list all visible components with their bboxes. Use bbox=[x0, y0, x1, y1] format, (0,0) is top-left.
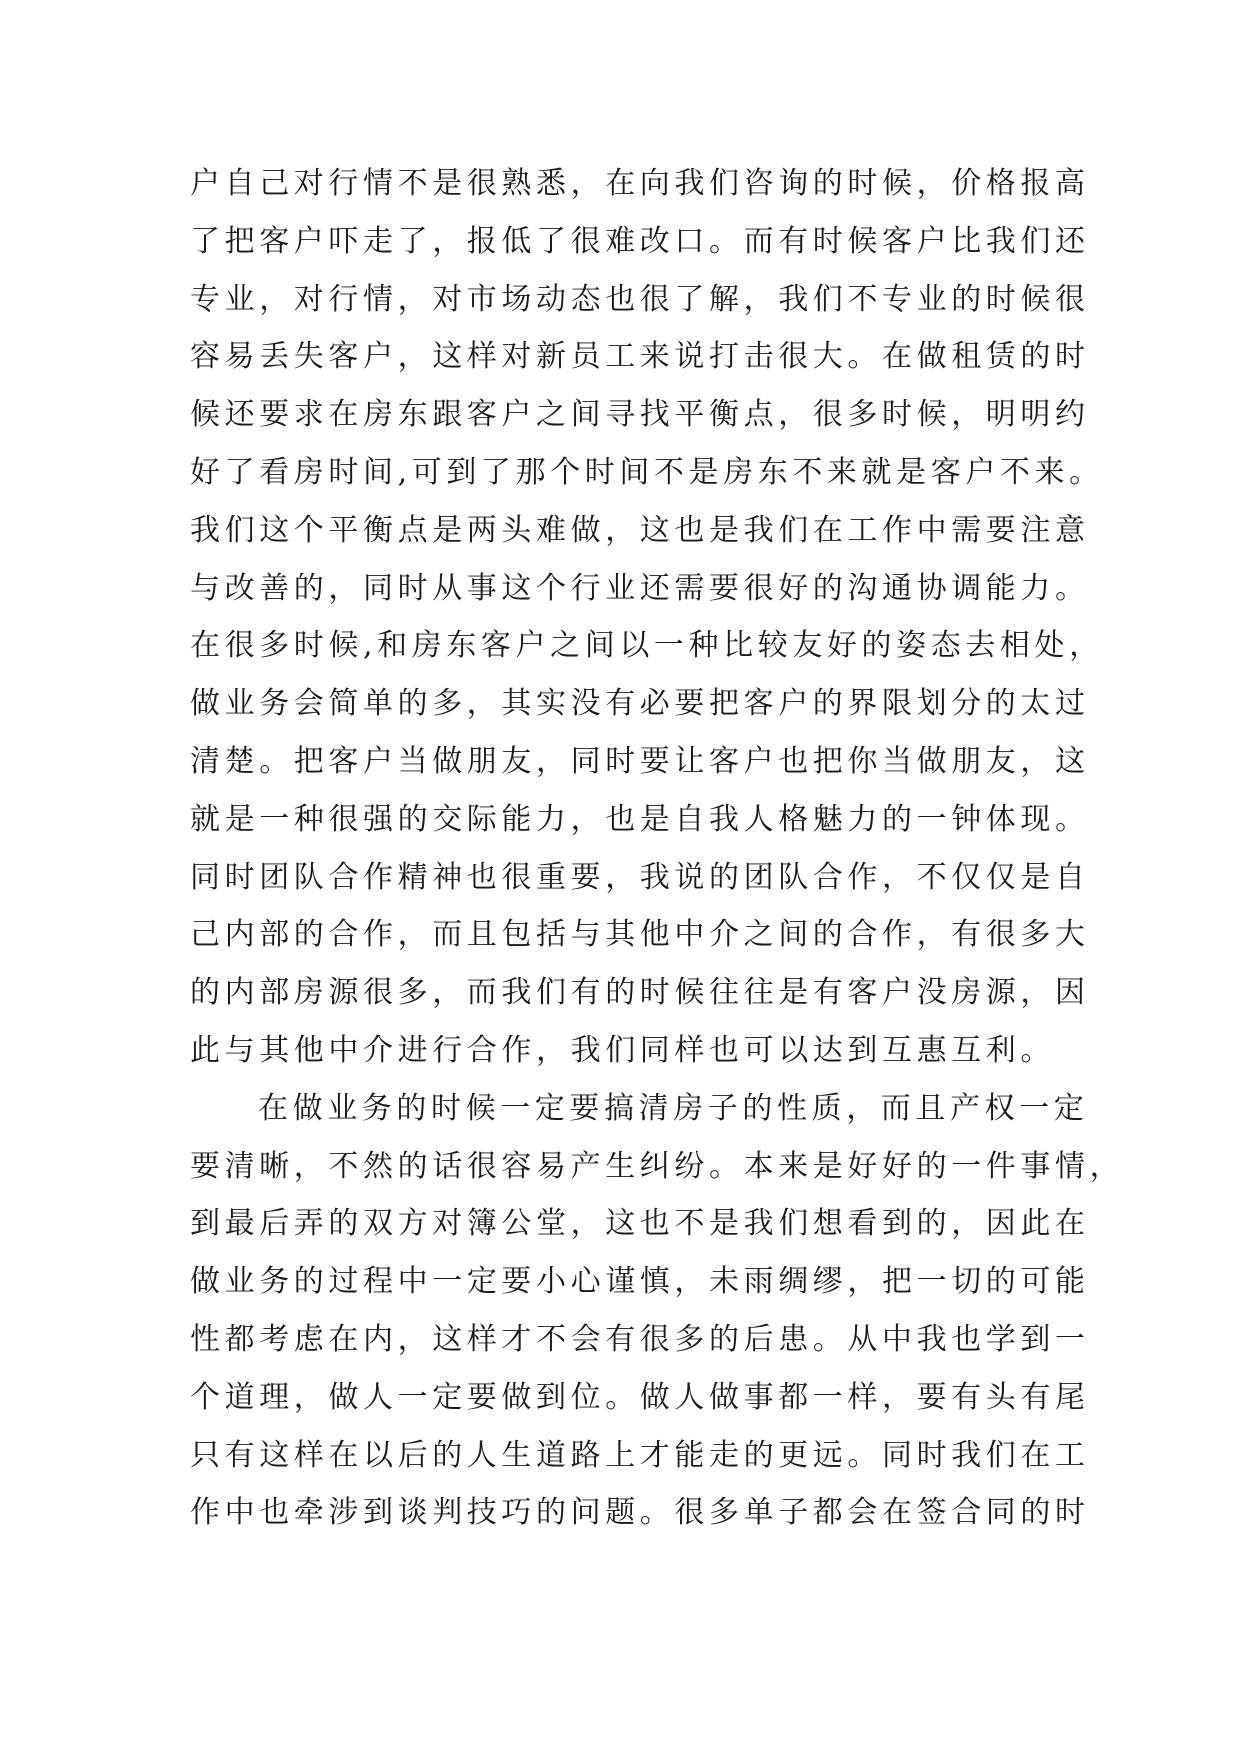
text-line: 只有这样在以后的人生道路上才能走的更远。同时我们在工 bbox=[190, 1437, 1090, 1473]
body-text bbox=[190, 155, 1125, 1542]
text-line: 了把客户吓走了，报低了很难改口。而有时候客户比我们还 bbox=[190, 223, 1090, 259]
text-line: 做业务会简单的多，其实没有必要把客户的界限划分的太过 bbox=[190, 686, 1090, 722]
text-line: 在很多时候,和房东客户之间以一种比较友好的姿态去相处， bbox=[190, 628, 1104, 664]
text-line: 候还要求在房东跟客户之间寻找平衡点，很多时候，明明约 bbox=[190, 397, 1090, 433]
paragraph-start-line: 在做业务的时候一定要搞清房子的性质，而且产权一定 bbox=[258, 1090, 1089, 1126]
text-line: 要清晰，不然的话很容易产生纠纷。本来是好好的一件事情， bbox=[190, 1148, 1125, 1184]
text-line: 户自己对行情不是很熟悉，在向我们咨询的时候，价格报高 bbox=[190, 166, 1090, 201]
text-line: 同时团队合作精神也很重要，我说的团队合作，不仅仅是自 bbox=[190, 859, 1090, 895]
text-line: 己内部的合作，而且包括与其他中介之间的合作，有很多大 bbox=[190, 917, 1090, 953]
text-line: 到最后弄的双方对簿公堂，这也不是我们想看到的，因此在 bbox=[190, 1206, 1090, 1242]
text-line: 此与其他中介进行合作，我们同样也可以达到互惠互利。 bbox=[190, 1032, 1055, 1068]
text-line: 我们这个平衡点是两头难做，这也是我们在工作中需要注意 bbox=[190, 512, 1090, 548]
text-line: 的内部房源很多，而我们有的时候往往是有客户没房源，因 bbox=[190, 975, 1090, 1011]
text-line: 个道理，做人一定要做到位。做人做事都一样，要有头有尾 bbox=[190, 1379, 1090, 1415]
text-line: 就是一种很强的交际能力，也是自我人格魅力的一钟体现。 bbox=[190, 801, 1090, 837]
text-line: 与改善的，同时从事这个行业还需要很好的沟通协调能力。 bbox=[190, 570, 1090, 606]
text-line: 清楚。把客户当做朋友，同时要让客户也把你当做朋友，这 bbox=[190, 743, 1090, 779]
text-line: 作中也牵涉到谈判技巧的问题。很多单子都会在签合同的时 bbox=[190, 1495, 1090, 1531]
text-line: 容易丢失客户，这样对新员工来说打击很大。在做租赁的时 bbox=[190, 339, 1090, 375]
text-line: 好了看房时间,可到了那个时间不是房东不来就是客户不来。 bbox=[190, 454, 1104, 490]
text-line: 专业，对行情，对市场动态也很了解，我们不专业的时候很 bbox=[190, 281, 1090, 317]
text-line: 做业务的过程中一定要小心谨慎，未雨绸缪，把一切的可能 bbox=[190, 1264, 1090, 1300]
text-line: 性都考虑在内，这样才不会有很多的后患。从中我也学到一 bbox=[190, 1321, 1090, 1357]
